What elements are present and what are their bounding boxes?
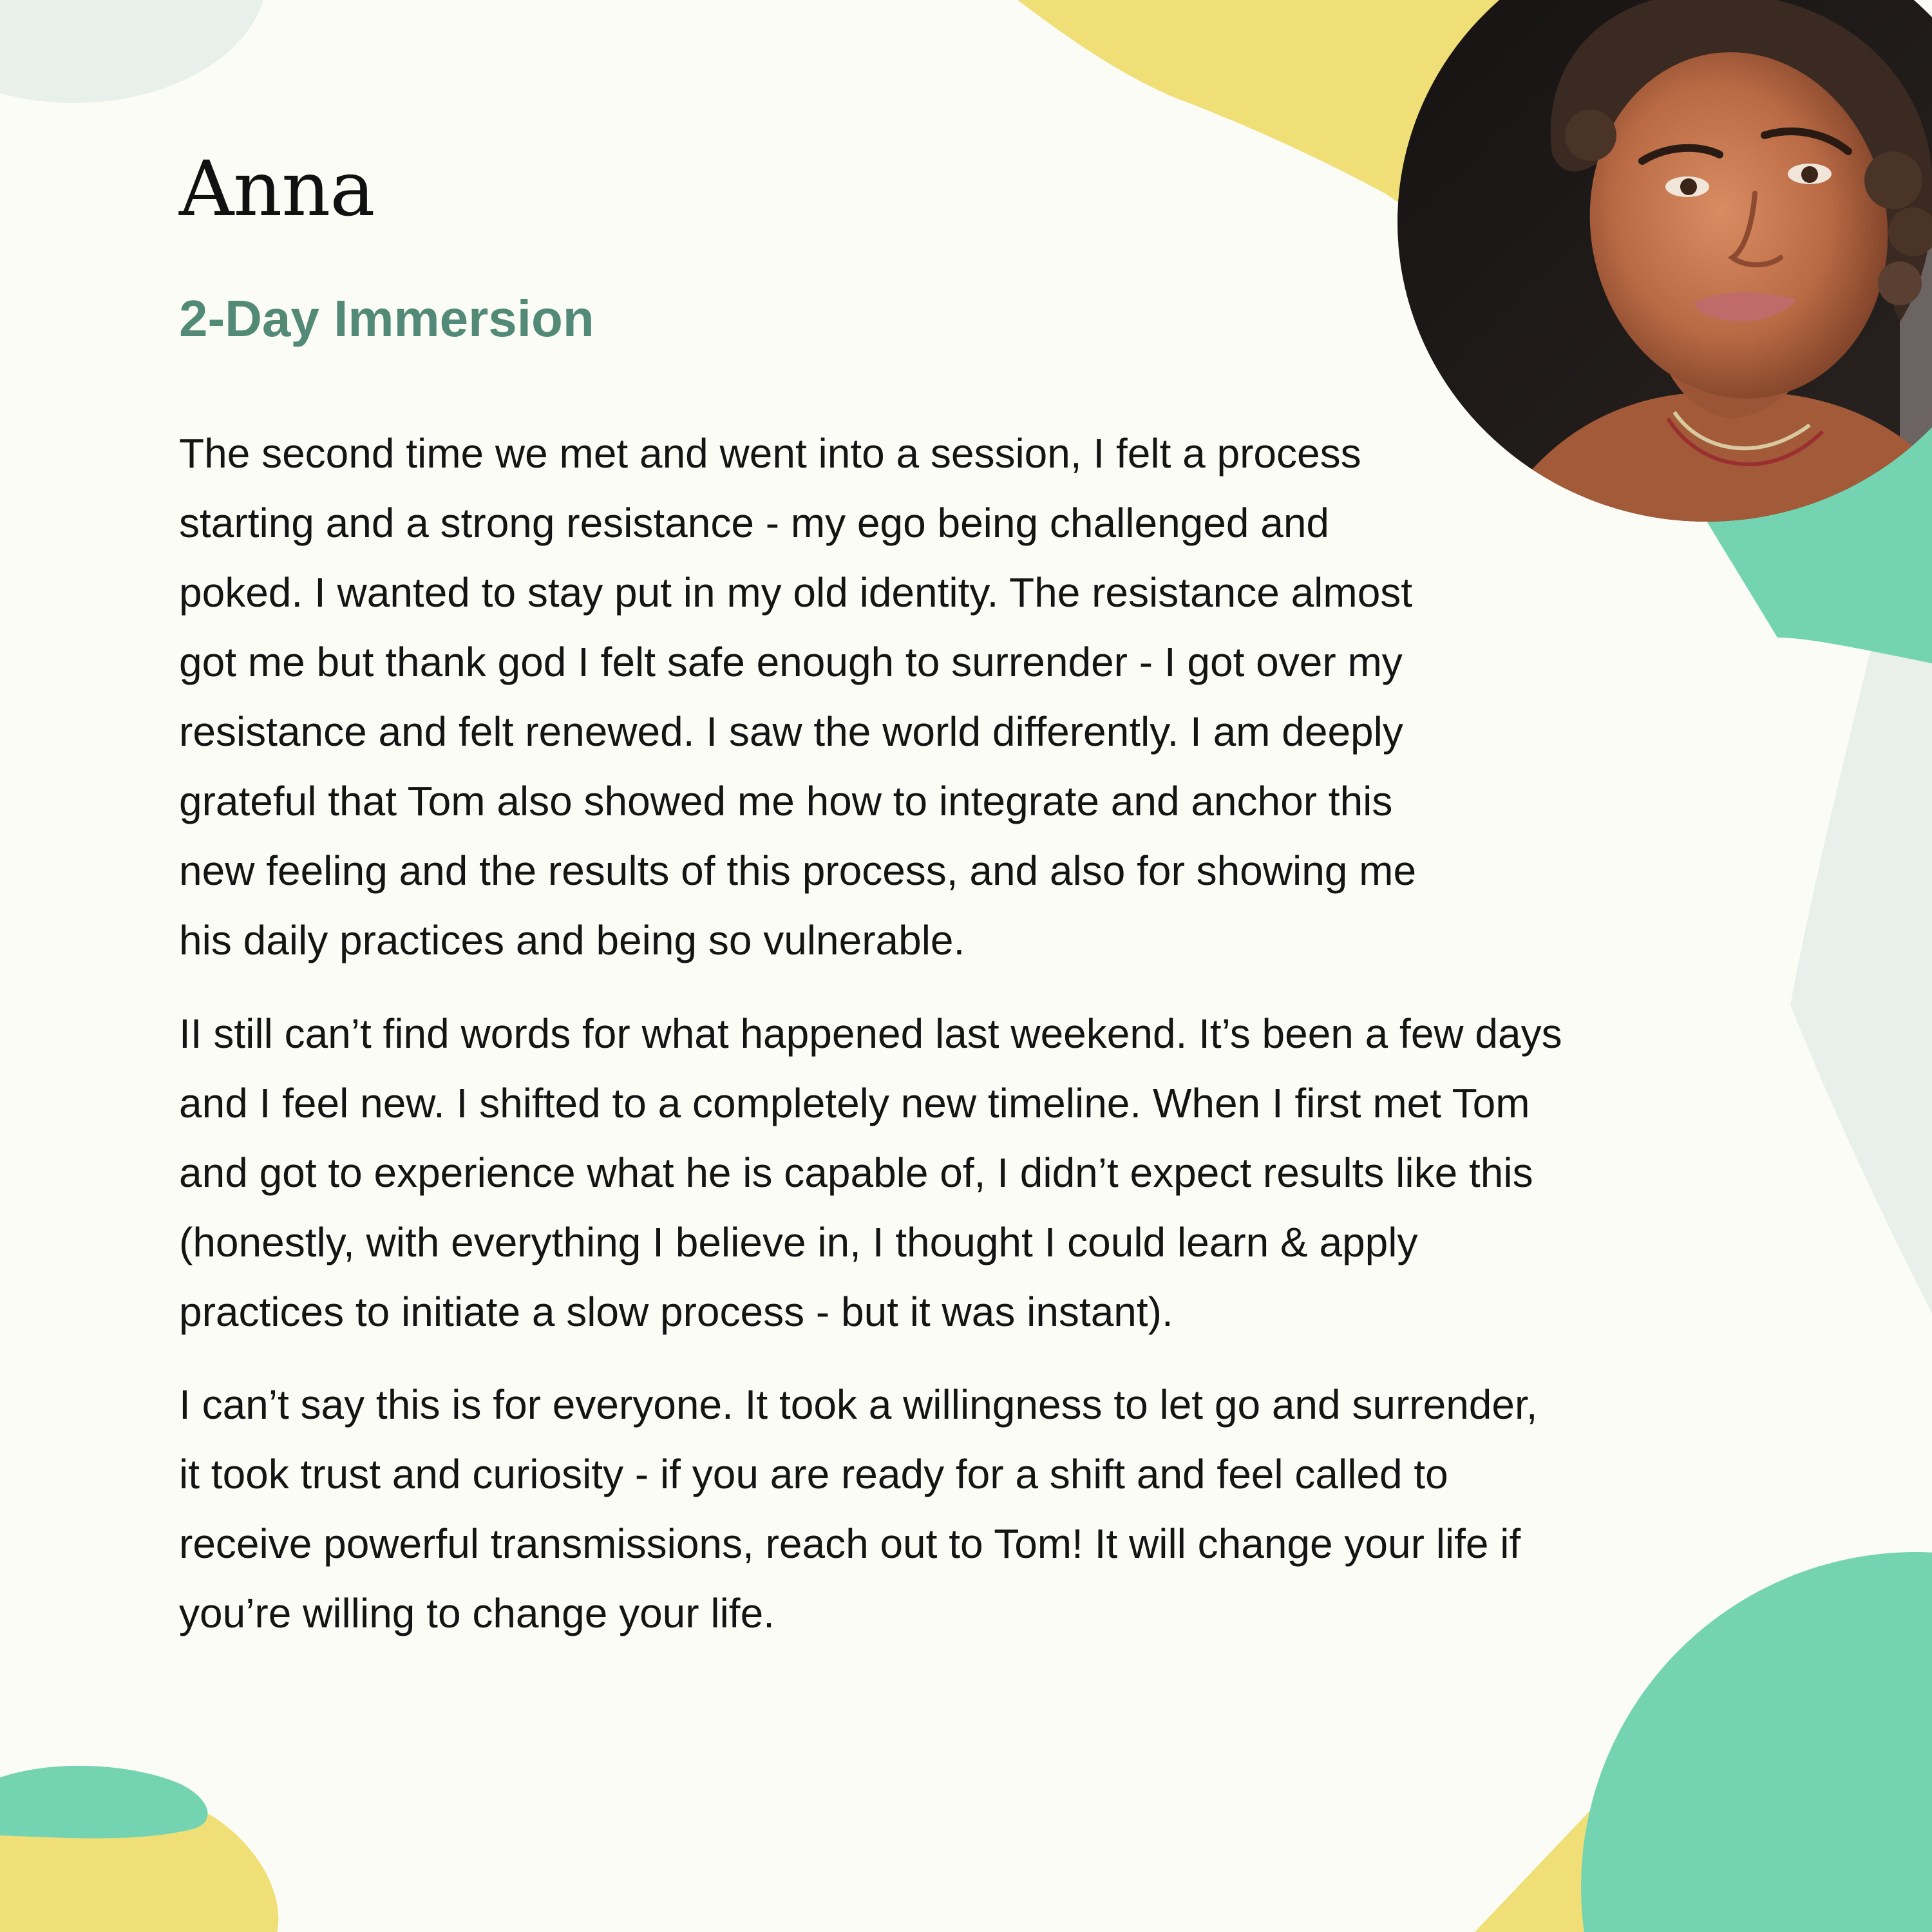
paragraph-line: got me but thank god I felt safe enough to surrender - I got over my: [179, 639, 1403, 685]
paragraph-line: it took trust and curiosity - if you are ready for a shift and feel called to: [179, 1451, 1448, 1497]
paragraph-line: you’re willing to change your life.: [179, 1590, 775, 1636]
paragraph-line: practices to initiate a slow process - but it was instant).: [179, 1289, 1173, 1335]
paragraph-line: poked. I wanted to stay put in my old identity. The resistance almost: [179, 569, 1413, 616]
paragraph-line: receive powerful transmissions, reach out to Tom! It will change your life if: [179, 1520, 1521, 1567]
paragraph-line: and I feel new. I shifted to a completely new timeline. When I first met Tom: [179, 1080, 1530, 1126]
testimonial-paragraph-2: [179, 999, 1562, 1347]
paragraph-line: grateful that Tom also showed me how to integrate and anchor this: [179, 778, 1393, 824]
paragraph-line: his daily practices and being so vulnerable.: [179, 917, 965, 963]
paragraph-line: (honestly, with everything I believe in, I thought I could learn & apply: [179, 1219, 1418, 1265]
paragraph-line: I can’t say this is for everyone. It took a willingness to let go and surrender,: [179, 1381, 1538, 1428]
paragraph-line: II still can’t find words for what happened last weekend. It’s been a few days: [179, 1010, 1562, 1057]
paragraph-line: starting and a strong resistance - my ego being challenged and: [179, 500, 1329, 546]
paragraph-line: new feeling and the results of this process, and also for showing me: [179, 848, 1417, 894]
testimonial-paragraph-3: [179, 1370, 1538, 1648]
paragraph-line: and got to experience what he is capable of, I didn’t expect results like this: [179, 1150, 1533, 1196]
paragraph-line: resistance and felt renewed. I saw the world differently. I am deeply: [179, 708, 1403, 755]
portrait-photo: [1397, 0, 1932, 522]
program-title: 2-Day Immersion: [179, 290, 594, 347]
testimonial-paragraph-1: [179, 419, 1416, 975]
testimonial-author-name: Anna: [179, 144, 375, 233]
paragraph-line: The second time we met and went into a session, I felt a process: [179, 430, 1361, 477]
portrait-photo-icon: [1397, 0, 1932, 522]
